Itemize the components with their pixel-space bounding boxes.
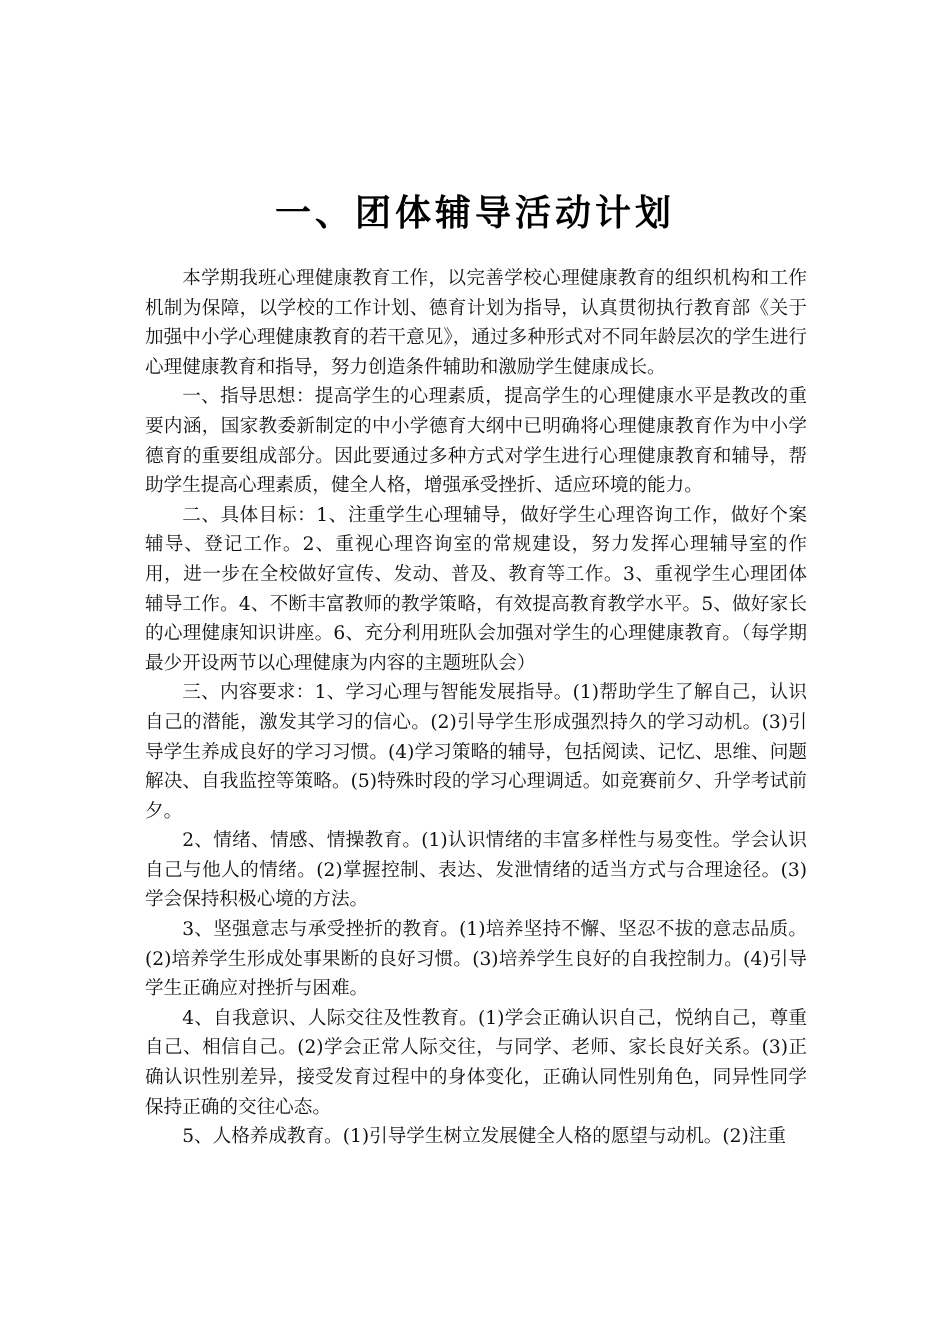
paragraph-self-awareness-education: 4、自我意识、人际交往及性教育。(1)学会正确认识自己，悦纳自己，尊重自己、相信自己。(2)学会正常人际交往，与同学、老师、家长良好关系。(3)正确认识性别差异，接受发育过程中的身体变化，正确认同性别角色，同异性同学保持正确的交往心态。 (145, 1007, 807, 1118)
paragraph-guiding-thought: 一、指导思想：提高学生的心理素质，提高学生的心理健康水平是教改的重要内涵，国家教委新制定的中小学德育大纲中已明确将心理健康教育作为中小学德育的重要组成部分。因此要通过多种方式对学生进行心理健康教育和辅导，帮助学生提高心理素质，健全人格，增强承受挫折、适应环境的能力。 (145, 386, 807, 497)
paragraph-willpower-education: 3、坚强意志与承受挫折的教育。(1)培养坚持不懈、坚忍不拔的意志品质。(2)培养学生形成处事果断的良好习惯。(3)培养学生良好的自我控制力。(4)引导学生正确应对挫折与困难。 (145, 919, 807, 1000)
paragraph-specific-goals: 二、具体目标：1、注重学生心理辅导，做好学生心理咨询工作，做好个案辅导、登记工作。2、重视心理咨询室的常规建设，努力发挥心理辅导室的作用，进一步在全校做好宣传、发动、普及、教育等工作。3、重视学生心理团体辅导工作。4、不断丰富教师的教学策略，有效提高教育教学水平。5、做好家长的心理健康知识讲座。6、充分利用班队会加强对学生的心理健康教育。（每学期最少开设两节以心理健康为内容的主题班队会） (145, 504, 807, 674)
document-body (145, 264, 807, 1152)
document-title: 一、团体辅导活动计划 (274, 192, 675, 234)
paragraph-content-requirements: 三、内容要求：1、学习心理与智能发展指导。(1)帮助学生了解自己，认识自己的潜能，激发其学习的信心。(2)引导学生形成强烈持久的学习动机。(3)引导学生养成良好的学习习惯。(4)学习策略的辅导，包括阅读、记忆、思维、问题解决、自我监控等策略。(5)特殊时段的学习心理调适。如竞赛前夕、升学考试前夕。 (145, 682, 807, 822)
paragraph-personality-education: 5、人格养成教育。(1)引导学生树立发展健全人格的愿望与动机。(2)注重 (182, 1126, 786, 1148)
paragraph-emotion-education: 2、情绪、情感、情操教育。(1)认识情绪的丰富多样性与易变性。学会认识自己与他人的情绪。(2)掌握控制、表达、发泄情绪的适当方式与合理途径。(3)学会保持积极心境的方法。 (145, 830, 807, 911)
paragraph-intro: 本学期我班心理健康教育工作，以完善学校心理健康教育的组织机构和工作机制为保障，以学校的工作计划、德育计划为指导，认真贯彻执行教育部《关于加强中小学心理健康教育的若干意见》，通过多种形式对不同年龄层次的学生进行心理健康教育和指导，努力创造条件辅助和激励学生健康成长。 (145, 268, 807, 378)
